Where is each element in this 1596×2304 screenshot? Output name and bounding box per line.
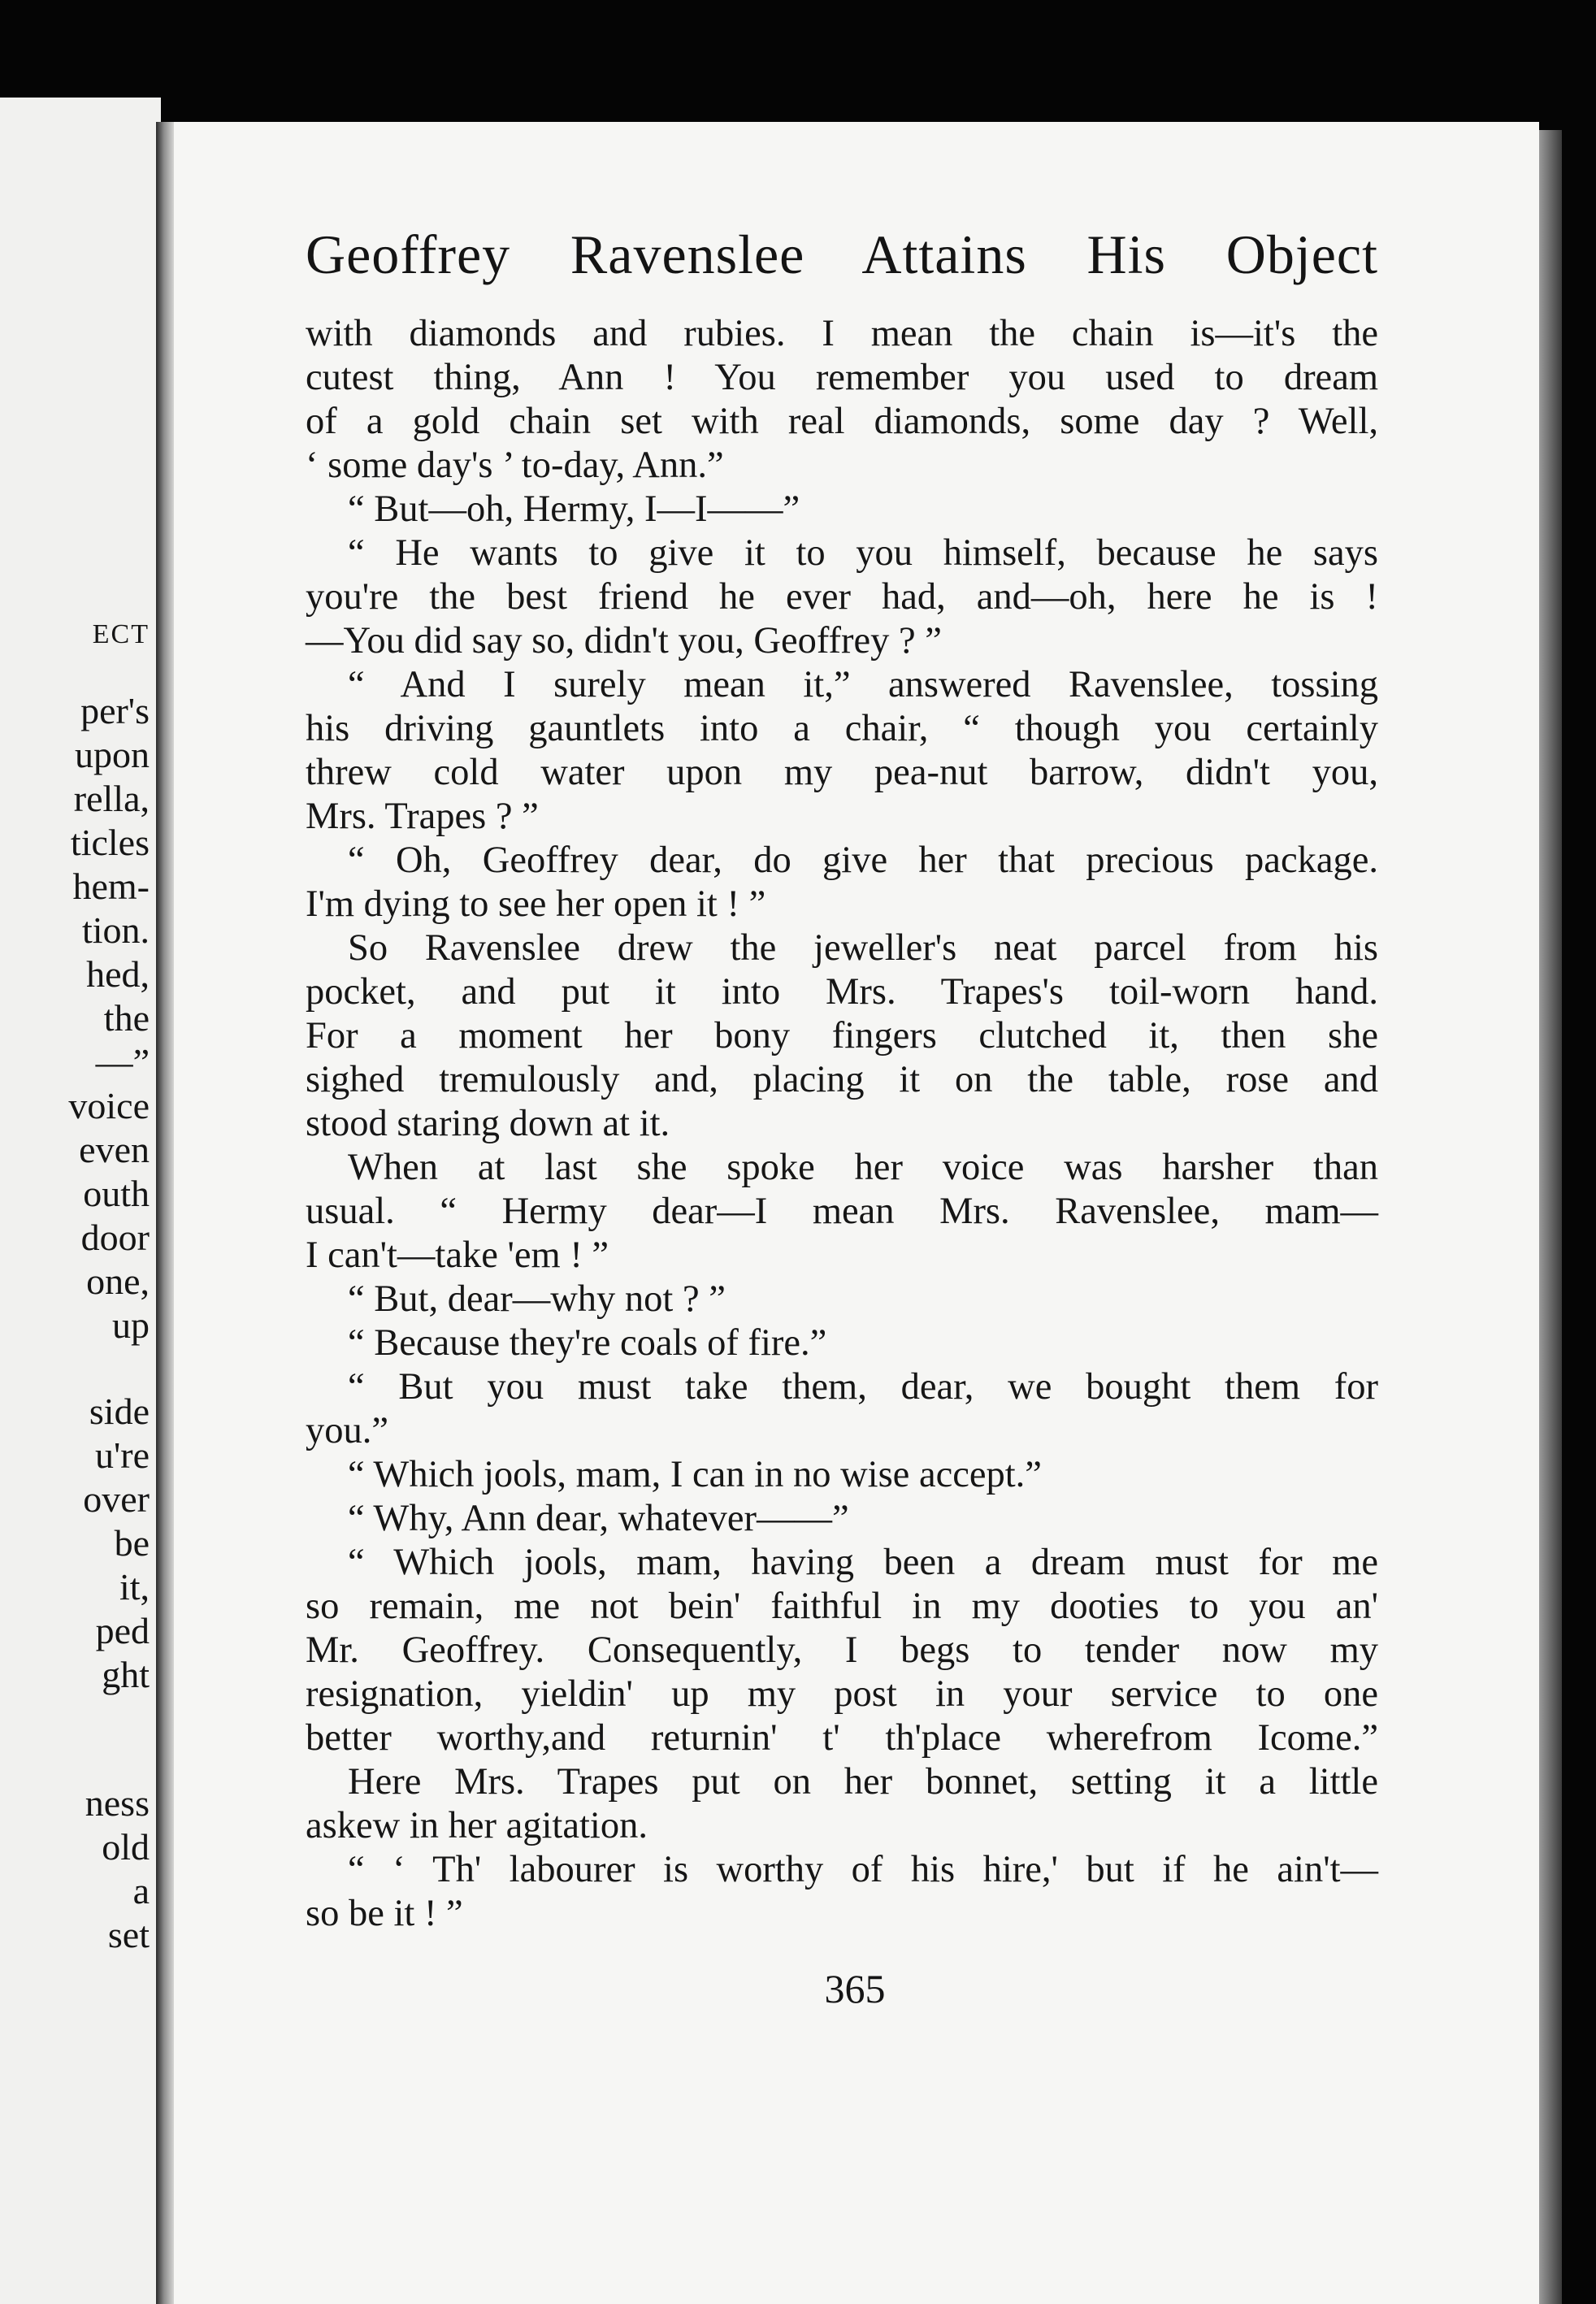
text-line: of a gold chain set with real diamonds, some day ? Well, [306, 401, 1378, 442]
text-line: better worthy,and returnin' t' th'place wherefrom Icome.” [306, 1717, 1378, 1759]
text-line: “ But you must take them, dear, we bought them for [348, 1366, 1378, 1408]
left-line-fragment: up [112, 1304, 150, 1346]
text-line: “ ‘ Th' labourer is worthy of his hire,' but if he ain't— [348, 1849, 1378, 1890]
page-body-text [306, 312, 1378, 1936]
text-line: his driving gauntlets into a chair, “ though you certainly [306, 708, 1378, 749]
text-line: pocket, and put it into Mrs. Trapes's toil-worn hand. [306, 971, 1378, 1013]
left-line-fragment: a [132, 1870, 150, 1911]
text-line: you're the best friend he ever had, and—oh, here he is ! [306, 576, 1378, 618]
page-number: 365 [824, 1966, 886, 2011]
text-line: For a moment her bony fingers clutched it, then she [306, 1015, 1378, 1057]
left-line-fragment: ped [95, 1610, 150, 1651]
text-line: with diamonds and rubies. I mean the chain is—it's the [306, 313, 1378, 354]
text-line: “ Oh, Geoffrey dear, do give her that precious package. [348, 840, 1378, 881]
text-line: “ Why, Ann dear, whatever——” [348, 1498, 849, 1539]
left-line-fragment: be [114, 1522, 150, 1564]
text-line: “ But, dear—why not ? ” [348, 1278, 726, 1320]
left-line-fragment: set [107, 1914, 150, 1955]
left-line-fragment: rella, [73, 778, 150, 819]
text-line: Here Mrs. Trapes put on her bonnet, setting it a little [348, 1761, 1378, 1803]
text-line: “ Which jools, mam, I can in no wise accept.” [348, 1454, 1042, 1495]
text-line: I can't—take 'em ! ” [306, 1234, 609, 1276]
text-line: —You did say so, didn't you, Geoffrey ? ” [306, 620, 942, 662]
text-line: askew in her agitation. [306, 1805, 648, 1846]
left-line-fragment: hed, [86, 953, 150, 995]
text-line: you.” [306, 1410, 389, 1451]
left-page [0, 98, 161, 2304]
book-gutter [156, 122, 176, 2304]
left-line-fragment: hem- [72, 866, 150, 907]
left-line-fragment: even [79, 1129, 150, 1170]
text-line: so remain, me not bein' faithful in my dooties to you an' [306, 1586, 1378, 1627]
left-line-fragment: outh [83, 1173, 150, 1214]
left-line-fragment: it, [119, 1566, 150, 1608]
text-line: stood staring down at it. [306, 1103, 670, 1144]
left-line-fragment: ness [85, 1782, 150, 1824]
text-line: “ He wants to give it to you himself, because he says [348, 532, 1378, 574]
left-running-head-fragment: ECT [92, 619, 150, 649]
text-line: threw cold water upon my pea-nut barrow, didn't you, [306, 752, 1378, 793]
text-line: Mrs. Trapes ? ” [306, 796, 539, 837]
left-line-fragment: u're [94, 1434, 150, 1476]
left-line-fragment: voice [68, 1085, 150, 1126]
text-line: cutest thing, Ann ! You remember you used to dream [306, 357, 1378, 398]
text-line: “ Because they're coals of fire.” [348, 1322, 827, 1364]
text-line: usual. “ Hermy dear—I mean Mrs. Ravenslee, mam— [306, 1191, 1378, 1232]
left-line-fragment: upon [75, 734, 150, 775]
page-edge-shadow [1539, 130, 1562, 2304]
left-line-fragment: ght [102, 1654, 150, 1695]
left-line-fragment: one, [86, 1260, 150, 1302]
text-line: So Ravenslee drew the jeweller's neat parcel from his [348, 927, 1378, 969]
right-page [174, 122, 1539, 2304]
text-line: I'm dying to see her open it ! ” [306, 883, 766, 925]
left-line-fragment: ticles [70, 822, 150, 863]
running-head: Geoffrey Ravenslee Attains His Object [306, 223, 1378, 285]
text-line: “ And I surely mean it,” answered Ravenslee, tossing [348, 664, 1378, 705]
left-line-fragment: per's [80, 690, 150, 731]
text-line: “ Which jools, mam, having been a dream must for me [348, 1542, 1378, 1583]
left-line-fragment: old [102, 1826, 150, 1868]
text-line: Mr. Geoffrey. Consequently, I begs to tender now my [306, 1629, 1378, 1671]
text-line: resignation, yieldin' up my post in your service to one [306, 1673, 1378, 1715]
text-line: so be it ! ” [306, 1893, 463, 1934]
text-line: sighed tremulously and, placing it on the table, rose and [306, 1059, 1378, 1100]
text-line: When at last she spoke her voice was harsher than [348, 1147, 1378, 1188]
left-line-fragment: tion. [81, 909, 150, 951]
left-line-fragment: over [83, 1478, 150, 1520]
left-line-fragment: side [89, 1391, 150, 1432]
text-line: “ But—oh, Hermy, I—I——” [348, 488, 800, 530]
left-line-fragment: the [103, 997, 150, 1039]
text-line: ‘ some day's ’ to-day, Ann.” [306, 445, 724, 486]
left-line-fragment: door [80, 1217, 150, 1258]
left-line-fragment: —” [95, 1041, 150, 1083]
